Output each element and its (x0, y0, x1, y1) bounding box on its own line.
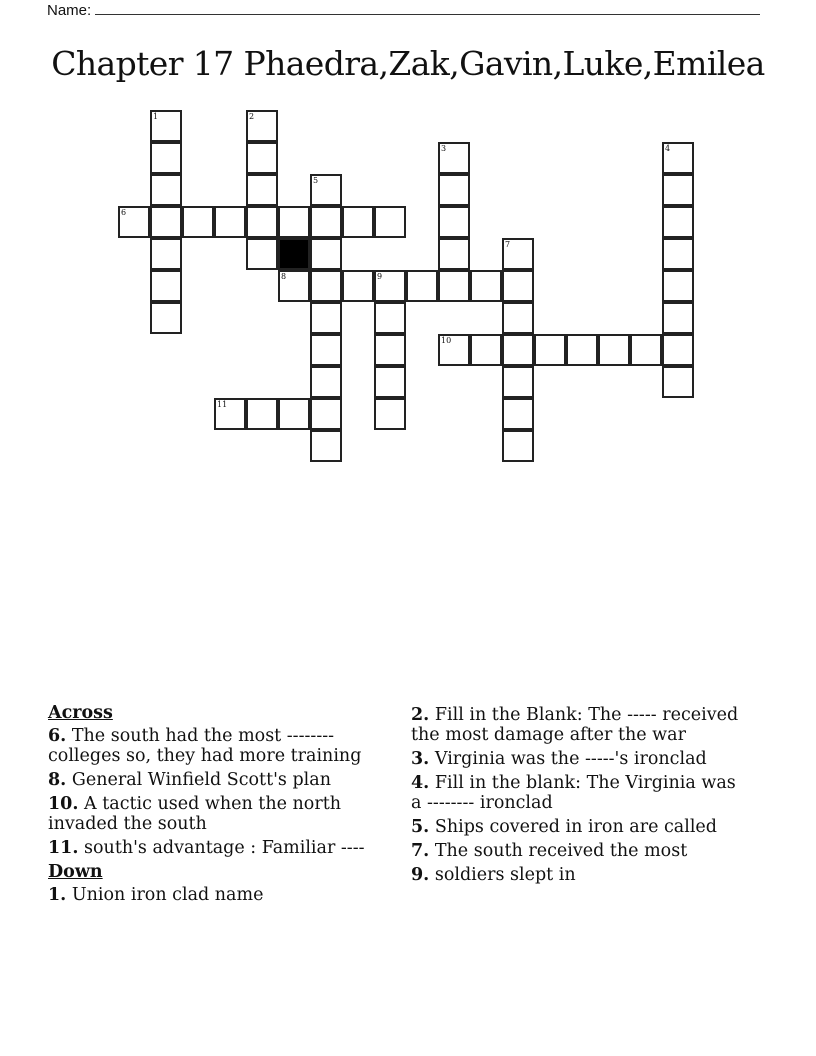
clue-number: 3. (411, 749, 430, 769)
grid-cell[interactable] (374, 334, 406, 366)
grid-cell[interactable] (662, 142, 694, 174)
clue-text: General Winfield Scott's plan (71, 770, 331, 790)
grid-cell[interactable] (278, 270, 310, 302)
name-field[interactable] (47, 0, 760, 19)
across-clue-8 (48, 770, 393, 790)
clue-number: 1. (48, 885, 67, 905)
clue-text: A tactic used when the north invaded the south (48, 794, 342, 834)
grid-cell[interactable] (470, 334, 502, 366)
grid-cell[interactable] (246, 110, 278, 142)
cell-number: 5 (313, 176, 319, 185)
grid-cell[interactable] (406, 270, 438, 302)
grid-cell[interactable] (438, 238, 470, 270)
grid-cell[interactable] (150, 174, 182, 206)
cell-number: 2 (249, 112, 255, 121)
grid-cell[interactable] (598, 334, 630, 366)
grid-cell[interactable] (342, 206, 374, 238)
across-clue-10 (48, 794, 393, 834)
cell-number: 8 (281, 272, 287, 281)
grid-cell[interactable] (214, 398, 246, 430)
grid-cell[interactable] (374, 206, 406, 238)
grid-cell[interactable] (502, 238, 534, 270)
clue-text: south's advantage : Familiar ---- (84, 838, 365, 858)
clue-text: Union iron clad name (71, 885, 264, 905)
clue-text: Virginia was the -----'s ironclad (434, 749, 707, 769)
cell-number: 3 (441, 144, 447, 153)
grid-cell[interactable] (150, 270, 182, 302)
across-clue-11 (48, 838, 368, 858)
grid-cell[interactable] (246, 142, 278, 174)
grid-cell[interactable] (310, 174, 342, 206)
clues-right-column (411, 705, 766, 889)
down-clue-2 (411, 705, 766, 745)
clue-number: 4. (411, 773, 430, 793)
clue-number: 9. (411, 865, 430, 885)
page-title: Chapter 17 Phaedra,Zak,Gavin,Luke,Emilea (51, 44, 765, 83)
down-clue-3 (411, 749, 766, 769)
grid-cell[interactable] (374, 270, 406, 302)
across-heading: Across (48, 703, 113, 723)
clue-text: soldiers slept in (434, 865, 576, 885)
grid-cell[interactable] (310, 238, 342, 270)
cell-number: 4 (665, 144, 671, 153)
grid-cell[interactable] (310, 302, 342, 334)
down-heading: Down (48, 862, 103, 882)
clue-number: 7. (411, 841, 430, 861)
grid-cell[interactable] (438, 142, 470, 174)
clue-text: Ships covered in iron are called (434, 817, 717, 837)
grid-cell[interactable] (150, 302, 182, 334)
grid-cell[interactable] (278, 206, 310, 238)
clue-number: 2. (411, 705, 430, 725)
grid-cell[interactable] (662, 302, 694, 334)
down-clue-1 (48, 885, 393, 905)
grid-cell[interactable] (662, 174, 694, 206)
grid-cell[interactable] (438, 334, 470, 366)
grid-cell[interactable] (310, 366, 342, 398)
clue-text: Fill in the Blank: The ----- received the most damage after the war (411, 705, 739, 745)
grid-cell[interactable] (246, 206, 278, 238)
grid-cell[interactable] (310, 334, 342, 366)
grid-cell[interactable] (150, 142, 182, 174)
grid-cell[interactable] (214, 206, 246, 238)
grid-cell[interactable] (310, 430, 342, 462)
clue-number: 10. (48, 794, 79, 814)
clues-left-column (48, 703, 393, 909)
clue-number: 6. (48, 726, 67, 746)
grid-cell[interactable] (502, 334, 534, 366)
grid-cell[interactable] (662, 270, 694, 302)
grid-cell[interactable] (502, 302, 534, 334)
grid-cell[interactable] (662, 238, 694, 270)
cell-number: 7 (505, 240, 511, 249)
grid-cell[interactable] (310, 270, 342, 302)
grid-cell[interactable] (662, 206, 694, 238)
clue-text: The south had the most -------- colleges so, they had more training (48, 726, 362, 766)
clue-number: 5. (411, 817, 430, 837)
cell-number: 11 (217, 400, 228, 409)
clue-number: 8. (48, 770, 67, 790)
grid-cell[interactable] (502, 270, 534, 302)
down-clue-5 (411, 817, 766, 837)
down-clue-9 (411, 865, 766, 885)
grid-cell[interactable] (662, 366, 694, 398)
black-cell (278, 238, 310, 270)
cell-number: 6 (121, 208, 127, 217)
down-clue-7 (411, 841, 766, 861)
grid-cell[interactable] (246, 398, 278, 430)
grid-cell[interactable] (502, 366, 534, 398)
grid-cell[interactable] (630, 334, 662, 366)
grid-cell[interactable] (662, 334, 694, 366)
grid-cell[interactable] (150, 110, 182, 142)
cell-number: 1 (153, 112, 159, 121)
grid-cell[interactable] (438, 270, 470, 302)
clue-number: 11. (48, 838, 79, 858)
across-clue-6 (48, 726, 393, 766)
grid-cell[interactable] (438, 206, 470, 238)
grid-cell[interactable] (470, 270, 502, 302)
cell-number: 9 (377, 272, 383, 281)
grid-cell[interactable] (438, 174, 470, 206)
name-label: Name: (47, 2, 92, 19)
grid-cell[interactable] (374, 302, 406, 334)
grid-cell[interactable] (150, 206, 182, 238)
grid-cell[interactable] (374, 366, 406, 398)
clue-text: The south received the most (434, 841, 688, 861)
grid-cell[interactable] (566, 334, 598, 366)
grid-cell[interactable] (534, 334, 566, 366)
grid-cell[interactable] (246, 174, 278, 206)
grid-cell[interactable] (246, 238, 278, 270)
grid-cell[interactable] (374, 398, 406, 430)
grid-cell[interactable] (182, 206, 214, 238)
grid-cell[interactable] (342, 270, 374, 302)
clue-text: Fill in the blank: The Virginia was a -------- ironclad (411, 773, 736, 813)
grid-cell[interactable] (502, 430, 534, 462)
grid-cell[interactable] (310, 398, 342, 430)
grid-cell[interactable] (502, 398, 534, 430)
grid-cell[interactable] (118, 206, 150, 238)
grid-cell[interactable] (150, 238, 182, 270)
name-blank-line[interactable] (95, 0, 760, 15)
down-clue-4 (411, 773, 741, 813)
cell-number: 10 (441, 336, 452, 345)
grid-cell[interactable] (310, 206, 342, 238)
grid-cell[interactable] (278, 398, 310, 430)
